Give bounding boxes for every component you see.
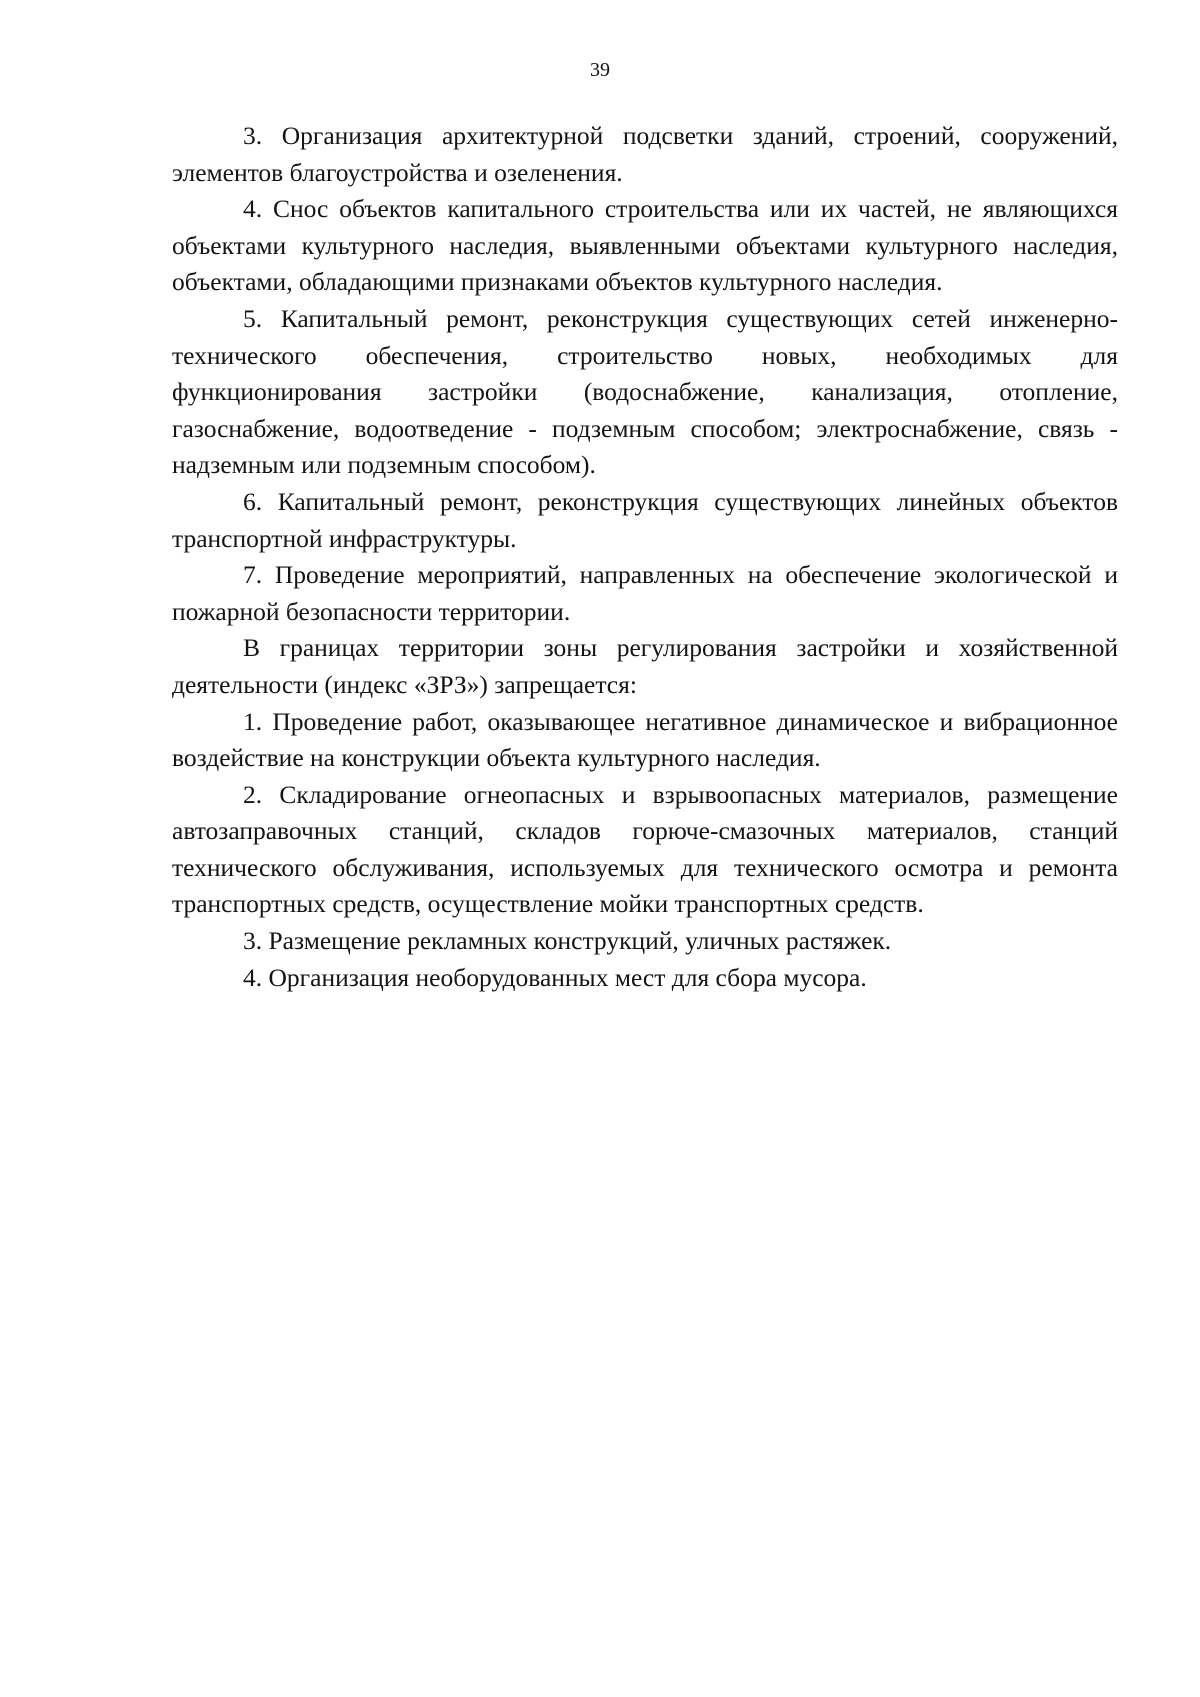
paragraph-prohibition-1-vibration: 1. Проведение работ, оказывающее негативное динамическое и вибрационное воздействие на конструкции объекта культурного наследия. [172,706,1118,773]
paragraph-item-5-utilities: 5. Капитальный ремонт, реконструкция существующих сетей инженерно-технического обеспечения, строительство новых, необходимых для функционирования застройки (водоснабжение, канализация, отопление, газоснабжение, водоотведение - подземным способом; электроснабжение, связь - надземным или подземным способом). [172,303,1118,480]
paragraph-item-3-lighting: 3. Организация архитектурной подсветки зданий, строений, сооружений, элементов благоустройства и озеленения. [172,121,1118,187]
paragraph-prohibition-3-advertising: 3. Размещение рекламных конструкций, уличных растяжек. [243,926,892,956]
paragraph-item-7-safety: 7. Проведение мероприятий, направленных на обеспечение экологической и пожарной безопасности территории. [172,560,1118,626]
document-body [172,118,1118,996]
page-number: 39 [590,59,610,81]
paragraph-item-4-demolition: 4. Снос объектов капитального строительства или их частей, не являющихся объектами культурного наследия, выявленными объектами культурного наследия, объектами, обладающими признаками объектов культурного наследия. [172,194,1118,297]
paragraph-item-6-transport: 6. Капитальный ремонт, реконструкция существующих линейных объектов транспортной инфраструктуры. [172,486,1118,553]
paragraph-prohibition-4-garbage: 4. Организация необорудованных мест для сбора мусора. [243,962,867,992]
paragraph-zrz-prohibitions-intro: В границах территории зоны регулирования застройки и хозяйственной деятельности (индекс «ЗРЗ») запрещается: [172,633,1118,699]
paragraph-prohibition-2-storage: 2. Складирование огнеопасных и взрывоопасных материалов, размещение автозаправочных станций, складов горюче-смазочных материалов, станций технического обслуживания, используемых для технического осмотра и ремонта транспортных средств, осуществление мойки транспортных средств. [172,779,1118,919]
